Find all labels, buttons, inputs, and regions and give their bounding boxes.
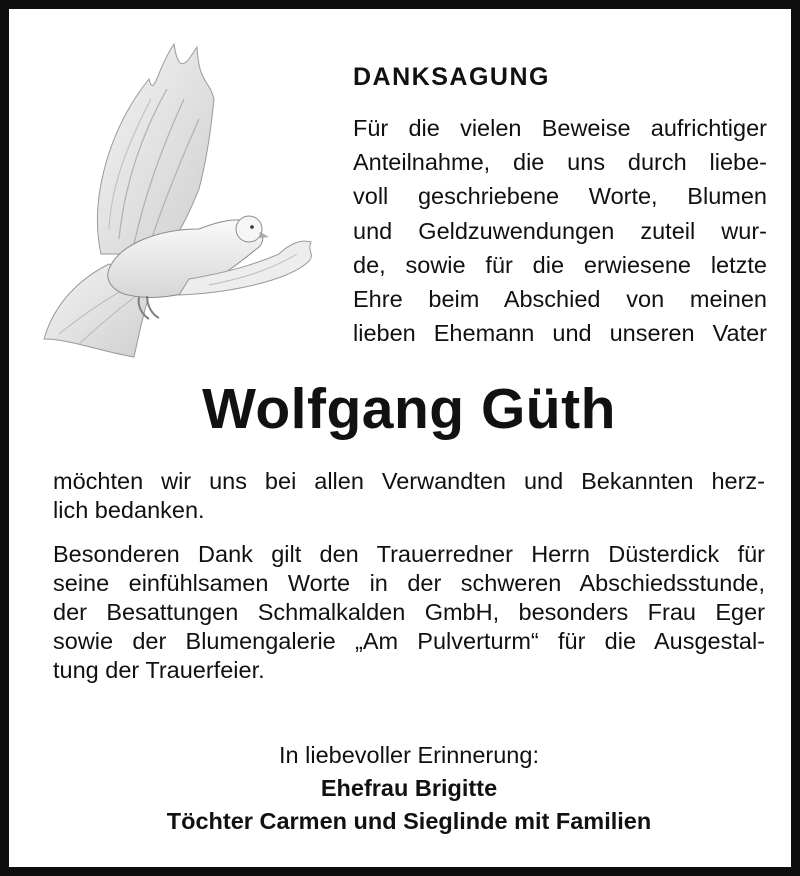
intro-line: Für die vielen Beweise aufrichtiger: [353, 115, 767, 141]
paragraph-line: sowie der Blumengalerie „Am Pulverturm“ für die Ausgestal-: [53, 628, 765, 654]
intro-line: lieben Ehemann und unseren Vater: [353, 320, 767, 347]
paragraph-line: möchten wir uns bei allen Verwandten und Bekannten herz-: [53, 468, 765, 494]
dove-icon: [39, 39, 324, 364]
signature-family: Töchter Carmen und Sieglinde mit Familien: [166, 808, 652, 834]
thanks-paragraph: [53, 467, 765, 525]
paragraph-line: lich bedanken.: [53, 497, 205, 523]
paragraph-line: Besonderen Dank gilt den Trauerredner Herrn Düsterdick für: [53, 541, 765, 567]
intro-paragraph: [353, 111, 767, 350]
intro-line: de, sowie für die erwiesene letzte: [353, 251, 767, 278]
special-thanks-paragraph: [53, 540, 765, 685]
intro-line: und Geldzuwendungen zuteil wur-: [353, 217, 767, 244]
intro-line: Ehre beim Abschied von meinen: [353, 285, 767, 312]
paragraph-line: tung der Trauerfeier.: [53, 657, 265, 683]
signature-spouse: Ehefrau Brigitte: [320, 775, 498, 801]
intro-line: Anteilnahme, die uns durch liebe-: [353, 149, 767, 176]
signature-block: [9, 739, 800, 838]
paragraph-line: der Besattungen Schmalkalden GmbH, besonders Frau Eger: [53, 599, 765, 625]
closing-text: In liebevoller Erinnerung:: [279, 742, 539, 768]
intro-line: voll geschriebene Worte, Blumen: [353, 183, 767, 210]
paragraph-line: seine einfühlsamen Worte in der schweren Abschiedsstunde,: [53, 570, 765, 596]
heading: DANKSAGUNG: [353, 63, 550, 91]
deceased-name: Wolfgang Güth: [202, 377, 616, 441]
